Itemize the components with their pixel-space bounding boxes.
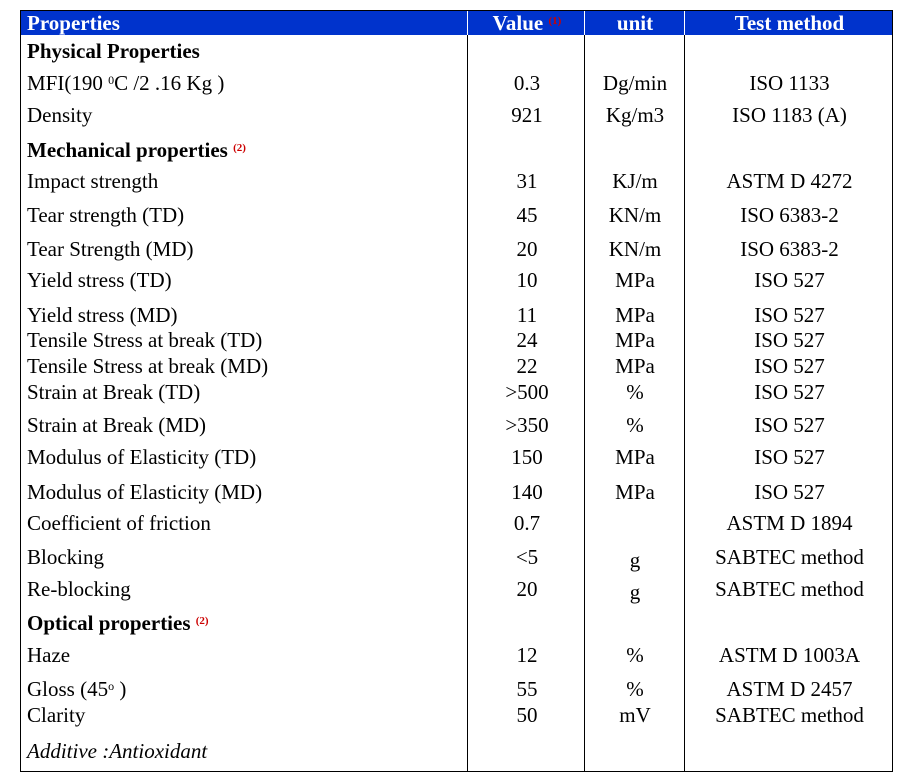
header-divider: [467, 11, 468, 35]
section-title: Mechanical properties $^{(2)}$: [27, 138, 246, 162]
property-name: MFI(190 $^0$C /2 .16 Kg ): [27, 71, 225, 95]
section-title: Physical Properties: [27, 39, 200, 63]
table-row: [21, 577, 892, 604]
table-row: [21, 643, 892, 667]
property-name: Strain at Break (MD): [27, 413, 207, 437]
table-row: [21, 303, 892, 327]
table-header: [21, 11, 892, 35]
header-unit: unit: [616, 11, 654, 35]
property-test-method: ISO 527: [754, 445, 825, 469]
property-test-method: ISO 527: [754, 303, 825, 327]
property-name: Modulus of Elasticity (TD): [27, 445, 257, 469]
property-value: 55: [516, 677, 538, 701]
property-unit: MPa: [615, 328, 655, 352]
property-value: <5: [515, 545, 539, 569]
header-value: Value $^{(1)}$: [492, 11, 562, 35]
property-unit: Kg/m3: [605, 103, 665, 127]
property-name: Strain at Break (TD): [27, 380, 201, 404]
property-unit: mV: [619, 703, 651, 727]
header-value-note: (1): [548, 15, 562, 27]
property-value: 0.3: [513, 71, 541, 95]
table-footer: [21, 739, 892, 763]
property-name: Tensile Stress at break (TD): [27, 328, 263, 352]
property-name: Impact strength: [27, 169, 159, 193]
property-unit: %: [626, 677, 644, 701]
property-value: 24: [516, 328, 538, 352]
property-value: >500: [505, 380, 549, 404]
property-test-method: SABTEC method: [715, 577, 864, 601]
table-row: [21, 103, 892, 127]
property-value: 45: [516, 203, 538, 227]
table-row: [21, 445, 892, 469]
table-row: [21, 480, 892, 504]
table-row-mfi: [21, 71, 892, 95]
property-name: Coefficient of friction: [27, 511, 211, 535]
property-name: Haze: [27, 643, 71, 667]
property-test-method: ISO 6383-2: [740, 203, 839, 227]
property-unit: MPa: [615, 354, 655, 378]
property-test-method: ISO 527: [754, 380, 825, 404]
property-value: 20: [516, 237, 538, 261]
property-value: 31: [516, 169, 538, 193]
property-unit: MPa: [615, 480, 655, 504]
property-name: Tear Strength (MD): [27, 237, 194, 261]
property-test-method: ISO 527: [754, 268, 825, 292]
property-name: Tear strength (TD): [27, 203, 185, 227]
property-unit: KN/m: [608, 203, 662, 227]
property-unit: Dg/min: [602, 71, 668, 95]
property-test-method: ASTM D 1003A: [718, 643, 861, 667]
section-optical: [21, 611, 892, 635]
property-unit: g: [629, 580, 641, 604]
property-value: 921: [511, 103, 543, 127]
header-test-method: Test method: [734, 11, 845, 35]
property-test-method: SABTEC method: [715, 703, 864, 727]
property-test-method: ISO 1133: [749, 71, 830, 95]
property-test-method: ISO 6383-2: [740, 237, 839, 261]
property-test-method: ISO 527: [754, 480, 825, 504]
property-test-method: ASTM D 4272: [726, 169, 853, 193]
property-value: 10: [516, 268, 538, 292]
property-value: 0.7: [513, 511, 541, 535]
property-value: 50: [516, 703, 538, 727]
additive-note: Additive :Antioxidant: [27, 739, 208, 763]
table-row: [21, 703, 892, 727]
property-test-method: ISO 527: [754, 413, 825, 437]
table-row: [21, 380, 892, 404]
property-name: Yield stress (MD): [27, 303, 178, 327]
property-test-method: ISO 1183 (A): [732, 103, 847, 127]
property-name: Modulus of Elasticity (MD): [27, 480, 263, 504]
property-name: Density: [27, 103, 93, 127]
property-unit: %: [626, 643, 644, 667]
property-unit: KJ/m: [612, 169, 658, 193]
property-value: >350: [505, 413, 549, 437]
property-value: 20: [516, 577, 538, 601]
section-title: Optical properties $^{(2)}$: [27, 611, 209, 635]
property-test-method: ISO 527: [754, 354, 825, 378]
property-name: Yield stress (TD): [27, 268, 172, 292]
property-test-method: ASTM D 1894: [726, 511, 853, 535]
property-name: Re-blocking: [27, 577, 131, 601]
table-row: [21, 203, 892, 227]
table-row: [21, 237, 892, 261]
table-row: [21, 545, 892, 572]
header-properties: Properties: [27, 11, 120, 35]
property-unit: %: [626, 413, 644, 437]
table-row: [21, 268, 892, 292]
property-name: Clarity: [27, 703, 86, 727]
property-name: Blocking: [27, 545, 104, 569]
property-unit: MPa: [615, 445, 655, 469]
header-divider: [684, 11, 685, 35]
property-value: 11: [516, 303, 538, 327]
table-row: [21, 169, 892, 193]
table-row: [21, 511, 892, 535]
section-mechanical: [21, 138, 892, 162]
property-unit: %: [626, 380, 644, 404]
property-unit: g: [629, 548, 641, 572]
property-value: 12: [516, 643, 538, 667]
property-value: 150: [511, 445, 543, 469]
header-divider: [584, 11, 585, 35]
property-name: Tensile Stress at break (MD): [27, 354, 269, 378]
properties-table: [20, 10, 893, 772]
property-test-method: SABTEC method: [715, 545, 864, 569]
property-test-method: ASTM D 2457: [726, 677, 853, 701]
property-value: 22: [516, 354, 538, 378]
table-row: [21, 328, 892, 352]
section-physical: [21, 39, 892, 63]
property-unit: MPa: [615, 303, 655, 327]
table-row: [21, 413, 892, 437]
table-row: [21, 354, 892, 378]
property-unit: KN/m: [608, 237, 662, 261]
property-name: Gloss (45$^o$ ): [27, 677, 127, 701]
property-unit: MPa: [615, 268, 655, 292]
table-row-gloss: [21, 677, 892, 701]
property-value: 140: [511, 480, 543, 504]
property-test-method: ISO 527: [754, 328, 825, 352]
